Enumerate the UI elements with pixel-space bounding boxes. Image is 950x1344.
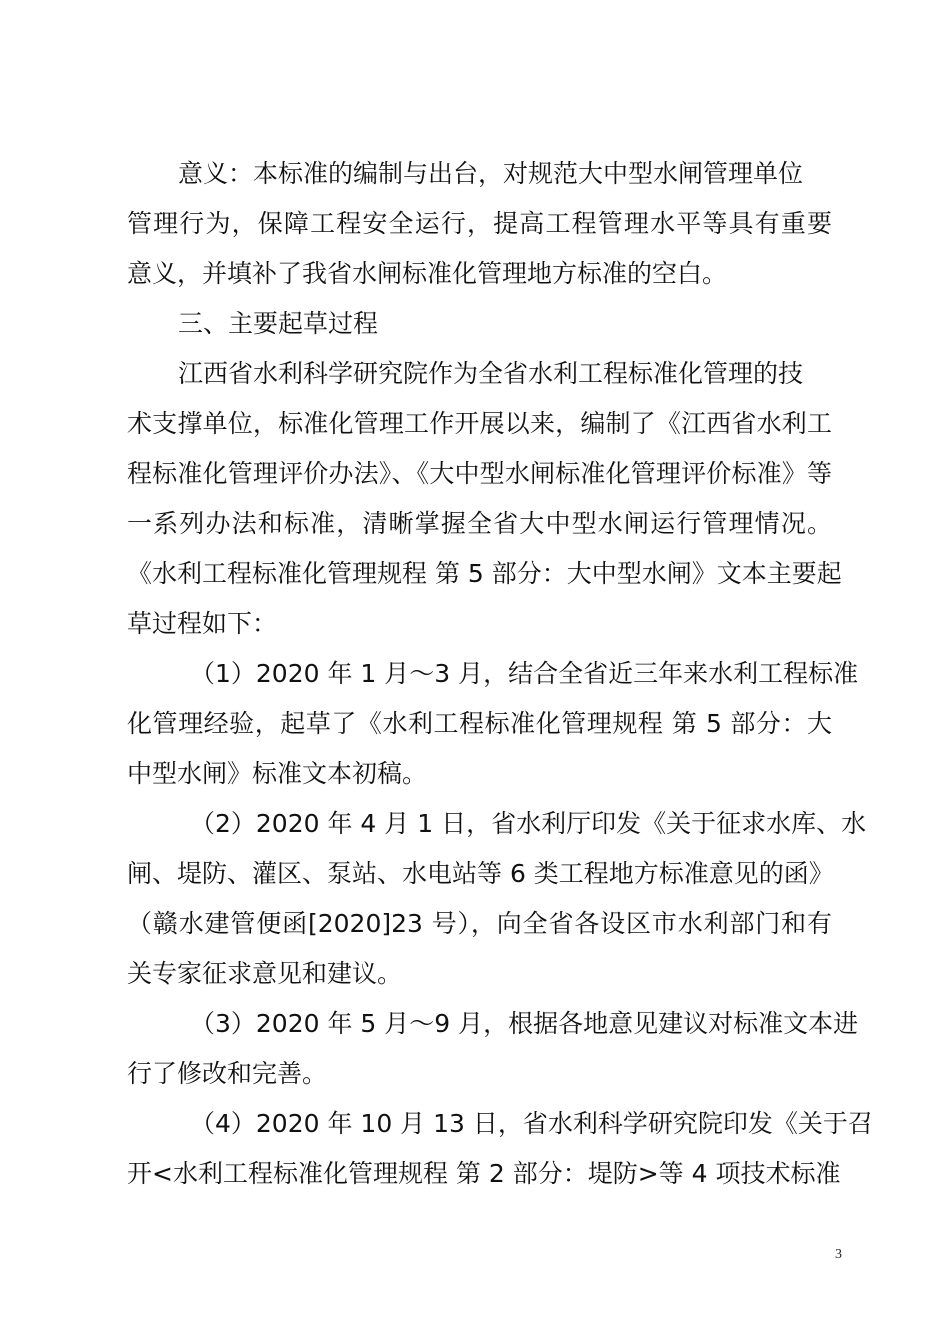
section-heading: 三、主要起草过程 [178,309,379,338]
text-line: 管理行为，保障工程安全运行，提高工程管理水平等具有重要 [127,209,832,238]
page-number: 3 [835,1247,842,1262]
text-line: 中型水闸》标准文本初稿。 [127,759,428,788]
text-line: （1）2020 年 1 月～3 月，结合全省近三年来水利工程标准 [190,659,859,688]
text-line: 关专家征求意见和建议。 [127,959,403,988]
text-line: （赣水建管便函[2020]23 号），向全省各设区市水利部门和有 [127,909,832,938]
text-line: 化管理经验，起草了《水利工程标准化管理规程 第 5 部分：大 [127,709,832,738]
text-line: 意义：本标准的编制与出台，对规范大中型水闸管理单位 [178,159,804,188]
text-line: 程标准化管理评价办法》、《大中型水闸标准化管理评价标准》等 [127,459,832,488]
text-line: （4）2020 年 10 月 13 日，省水利科学研究院印发《关于召 [190,1109,873,1138]
text-line: 意义，并填补了我省水闸标准化管理地方标准的空白。 [127,259,728,288]
text-line: （3）2020 年 5 月～9 月，根据各地意见建议对标准文本进 [190,1009,859,1038]
text-line: 江西省水利科学研究院作为全省水利工程标准化管理的技 [178,359,804,388]
text-line: 《水利工程标准化管理规程 第 5 部分：大中型水闸》文本主要起 [127,559,842,588]
text-line: 行了修改和完善。 [127,1059,328,1088]
text-line: 闸、堤防、灌区、泵站、水电站等 6 类工程地方标准意见的函》 [127,859,834,888]
text-line: 开<水利工程标准化管理规程 第 2 部分：堤防>等 4 项技术标准 [127,1159,841,1188]
text-line: 一系列办法和标准，清晰掌握全省大中型水闸运行管理情况。 [127,509,832,538]
text-line: 术支撑单位，标准化管理工作开展以来，编制了《江西省水利工 [127,409,832,438]
text-line: 草过程如下： [127,609,278,638]
text-line: （2）2020 年 4 月 1 日，省水利厅印发《关于征求水库、水 [190,809,867,838]
